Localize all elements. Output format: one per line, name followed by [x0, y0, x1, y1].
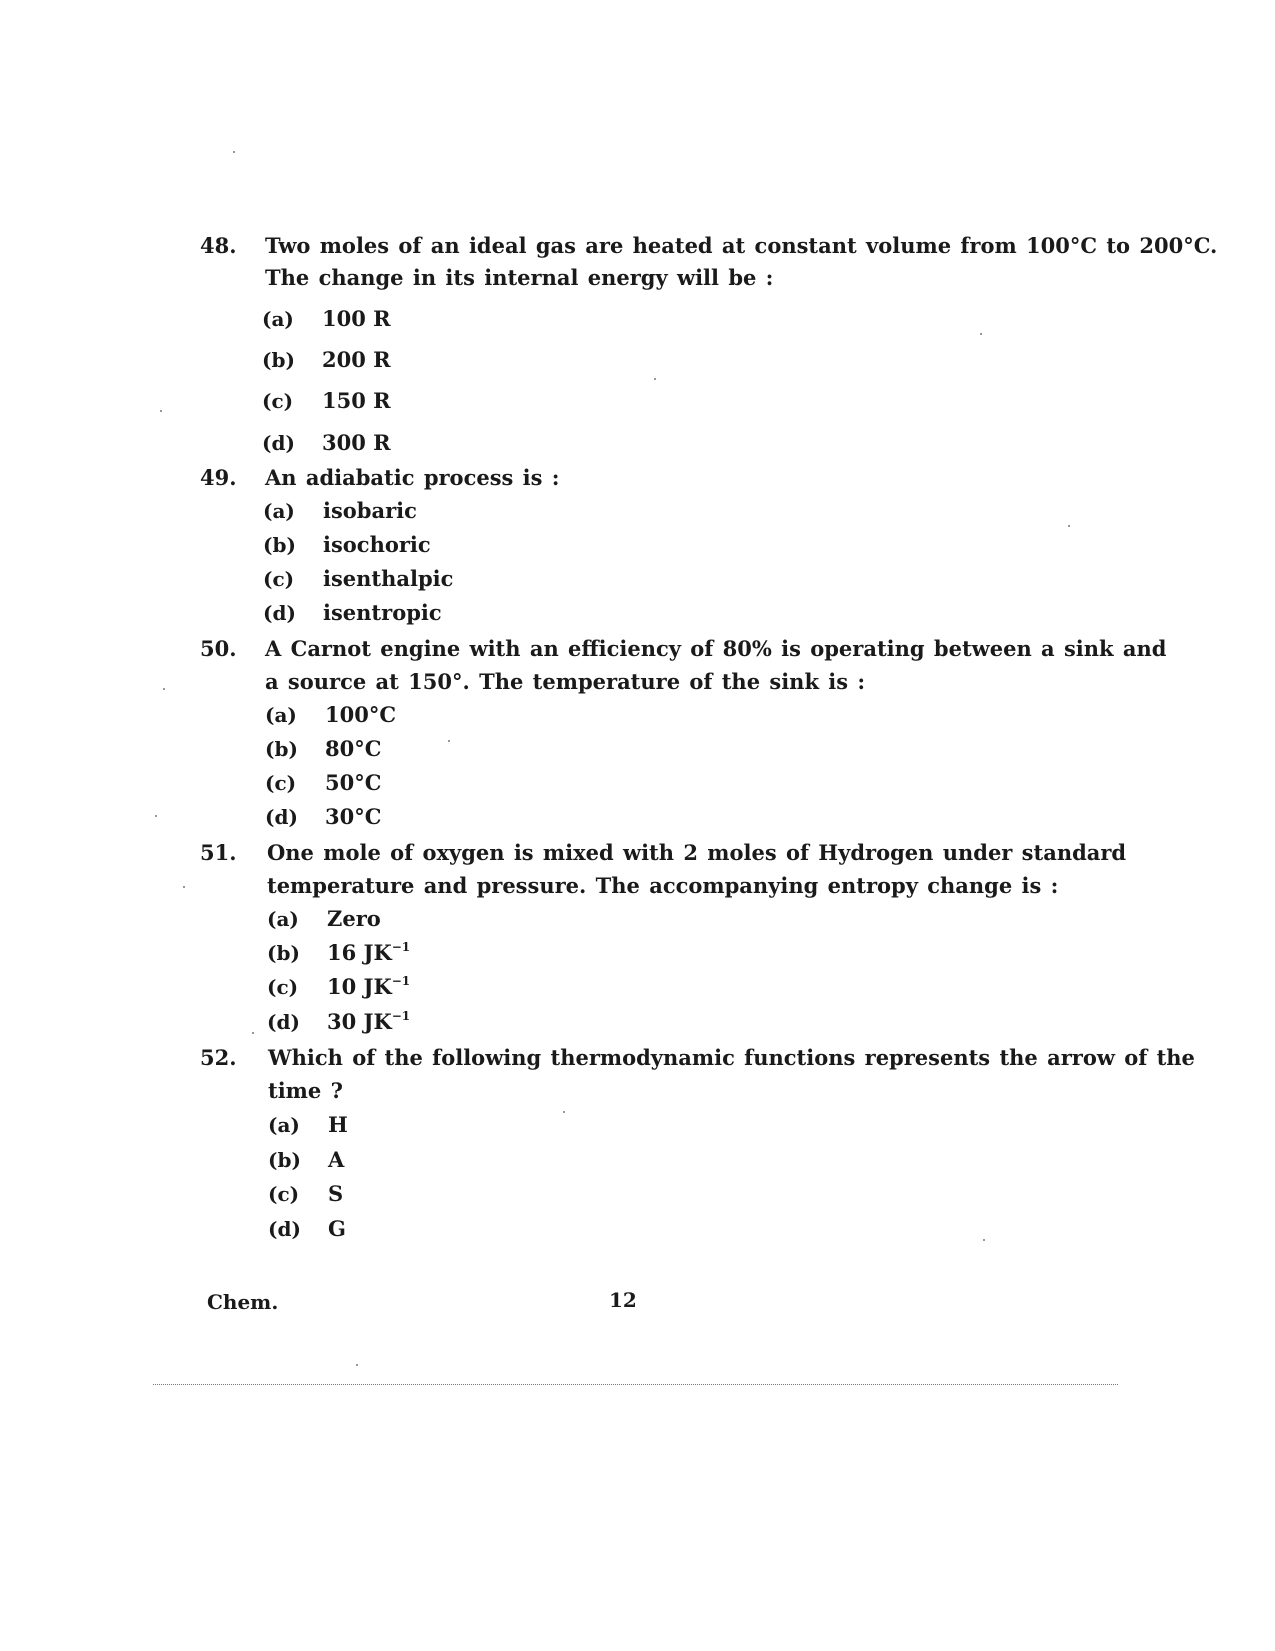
option-letter: (c)	[265, 771, 297, 795]
scan-speck	[356, 1364, 358, 1366]
option-text: H	[328, 1112, 348, 1137]
option-letter: (b)	[262, 348, 295, 372]
option-letter: (c)	[268, 1182, 300, 1206]
option-text: isentropic	[323, 600, 442, 625]
question-text-line: Two moles of an ideal gas are heated at constant volume from 100°C to 200°C.	[265, 233, 1218, 258]
option-letter: (a)	[267, 907, 299, 931]
question-text-line: Which of the following thermodynamic functions represents the arrow of the	[268, 1045, 1195, 1070]
option-letter: (a)	[262, 307, 294, 331]
option-text	[327, 1009, 410, 1034]
dotted-divider	[153, 1384, 1118, 1385]
option-exponent: −1	[391, 940, 411, 954]
option-letter: (b)	[267, 941, 300, 965]
scan-speck	[252, 1032, 254, 1034]
option-letter: (b)	[268, 1148, 301, 1172]
option-text	[327, 974, 410, 999]
scan-speck	[160, 410, 162, 412]
option-exponent: −1	[391, 974, 411, 988]
question-text-line: time ?	[268, 1078, 343, 1103]
option-letter: (d)	[262, 431, 295, 455]
option-text: isobaric	[323, 498, 417, 523]
page-number: 12	[609, 1288, 637, 1312]
scan-speck	[980, 333, 982, 335]
question-text-line: The change in its internal energy will be :	[265, 265, 774, 290]
option-text: S	[328, 1181, 344, 1206]
option-text	[327, 940, 410, 965]
scan-speck	[155, 815, 157, 817]
question-text-line: A Carnot engine with an efficiency of 80% is operating between a sink and	[265, 636, 1167, 661]
option-text: isenthalpic	[323, 566, 454, 591]
scan-speck	[183, 886, 185, 888]
option-text: Zero	[327, 906, 381, 931]
footer-subject: Chem.	[207, 1290, 279, 1314]
question-text-line: a source at 150°. The temperature of the sink is :	[265, 669, 866, 694]
option-letter: (a)	[268, 1113, 300, 1137]
scan-speck	[983, 1239, 985, 1241]
question-number: 51.	[200, 840, 237, 865]
option-letter: (d)	[268, 1217, 301, 1241]
option-text: isochoric	[323, 532, 431, 557]
option-text: 300 R	[322, 430, 391, 455]
scan-speck	[448, 740, 450, 742]
scan-speck	[563, 1111, 565, 1113]
option-text: 100 R	[322, 306, 391, 331]
scan-speck	[1068, 525, 1070, 527]
option-letter: (c)	[262, 389, 294, 413]
option-letter: (d)	[265, 805, 298, 829]
option-exponent: −1	[391, 1009, 411, 1023]
option-letter: (a)	[263, 499, 295, 523]
option-text: 200 R	[322, 347, 391, 372]
option-letter: (a)	[265, 703, 297, 727]
option-letter: (c)	[267, 975, 299, 999]
scan-speck	[233, 151, 235, 153]
option-value: 10 JK	[327, 974, 392, 999]
option-letter: (c)	[263, 567, 295, 591]
option-letter: (d)	[267, 1010, 300, 1034]
option-value: 30 JK	[327, 1009, 392, 1034]
question-text-line: An adiabatic process is :	[265, 465, 560, 490]
question-number: 50.	[200, 636, 237, 661]
option-letter: (b)	[265, 737, 298, 761]
question-number: 48.	[200, 233, 237, 258]
option-letter: (d)	[263, 601, 296, 625]
option-value: 16 JK	[327, 940, 392, 965]
option-text: 150 R	[322, 388, 391, 413]
scan-speck	[163, 688, 165, 690]
option-text: 80°C	[325, 736, 382, 761]
option-letter: (b)	[263, 533, 296, 557]
question-text-line: temperature and pressure. The accompanying entropy change is :	[267, 873, 1059, 898]
option-text: 50°C	[325, 770, 382, 795]
question-text-line: One mole of oxygen is mixed with 2 moles of Hydrogen under standard	[267, 840, 1127, 865]
option-text: G	[328, 1216, 346, 1241]
scan-speck	[654, 378, 656, 380]
option-text: 30°C	[325, 804, 382, 829]
question-number: 52.	[200, 1045, 237, 1070]
question-number: 49.	[200, 465, 237, 490]
option-text: 100°C	[325, 702, 397, 727]
option-text: A	[328, 1147, 345, 1172]
